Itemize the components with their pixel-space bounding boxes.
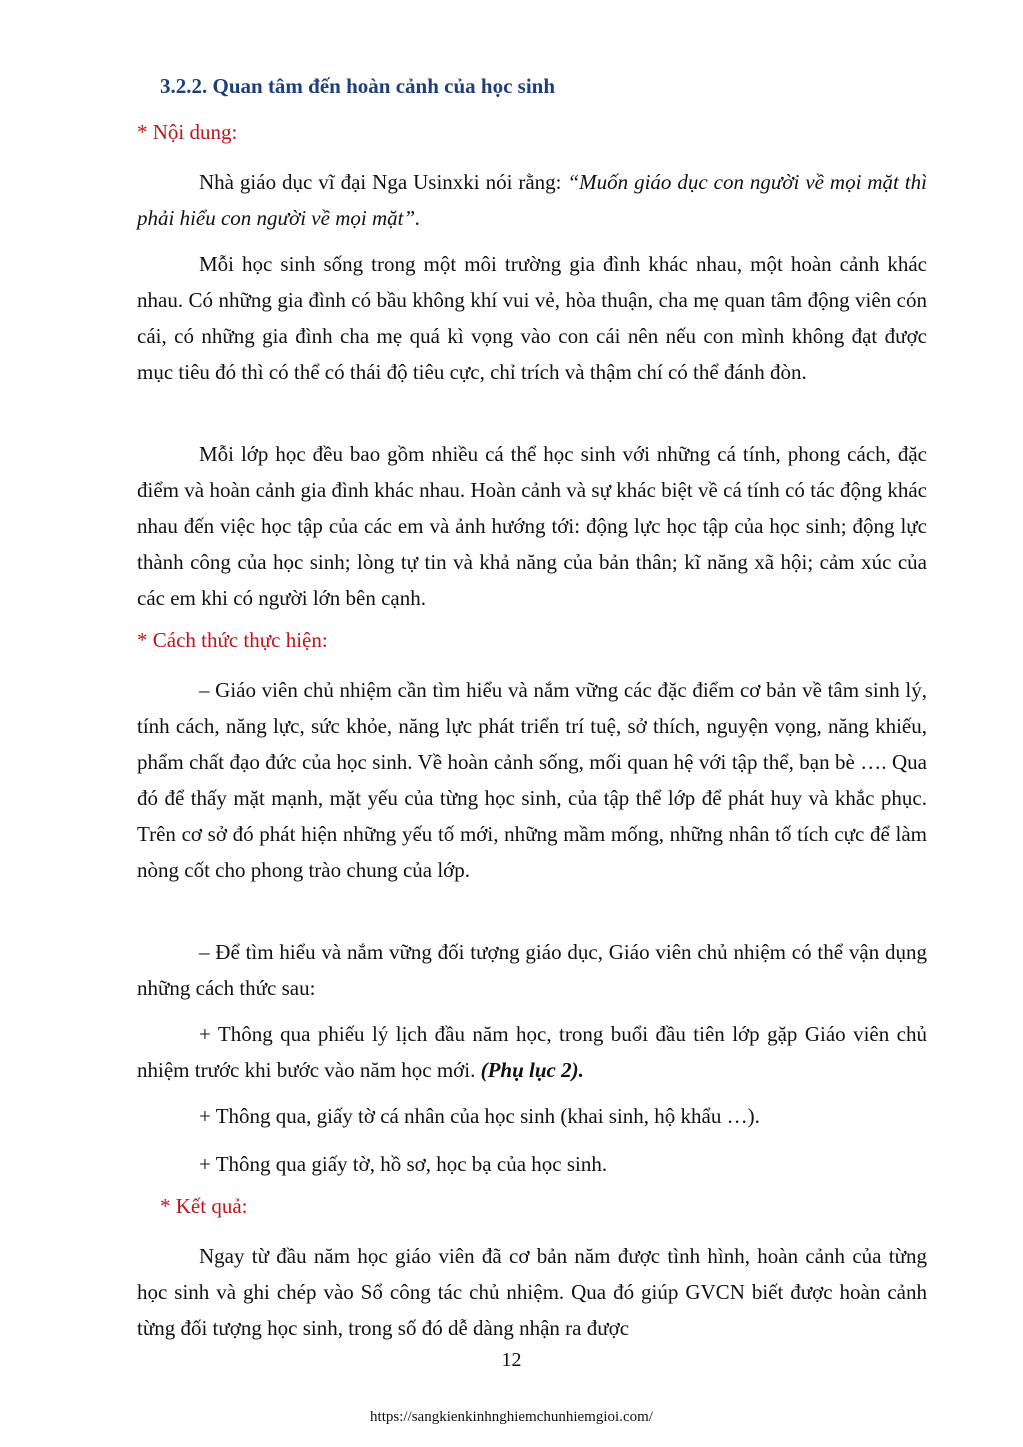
footer-url[interactable]: https://sangkienkinhnghiemchunhiemgioi.com/ bbox=[370, 1409, 653, 1425]
noi-dung-label: * Nội dung: bbox=[137, 120, 238, 144]
paragraph-class-diversity: Mỗi lớp học đều bao gồm nhiều cá thể học sinh với những cá tính, phong cách, đặc điểm và hoàn cảnh gia đình khác nhau. Hoàn cảnh và sự khác biệt về cá tính có tác động khác nhau đến việc học tập của các em và ảnh hướng tới: động lực học tập của học sinh; động lực thành công của học sinh; lòng tự tin và khả năng của bản thân; kĩ năng xã hội; cảm xúc của các em khi có người lớn bên cạnh. bbox=[137, 442, 927, 610]
page-number: 12 bbox=[501, 1349, 522, 1371]
paragraph-teacher-research: – Giáo viên chủ nhiệm cần tìm hiểu và nắm vững các đặc điểm cơ bản về tâm sinh lý, tính cách, năng lực, sức khỏe, năng lực phát triển trí tuệ, sở thích, nguyện vọng, năng khiếu, phẩm chất đạo đức của học sinh. Về hoàn cảnh sống, mối quan hệ với tập thể, bạn bè …. Qua đó để thấy mặt mạnh, mặt yếu của từng học sinh, của tập thể lớp để phát huy và khắc phục. Trên cơ sở đó phát hiện những yếu tố mới, những mầm mống, những nhân tố tích cực để làm nòng cốt cho phong trào chung của lớp. bbox=[137, 678, 927, 882]
quote-text: “Muốn giáo dục con người về mọi mặt thì phải hiểu con người về mọi mặt”. bbox=[137, 170, 927, 230]
paragraph-results: Ngay từ đầu năm học giáo viên đã cơ bản năm được tình hình, hoàn cảnh của từng học sinh và ghi chép vào Sổ công tác chủ nhiệm. Qua đó giúp GVCN biết được hoàn cảnh từng đối tượng học sinh, trong số đó dễ dàng nhận ra được bbox=[137, 1244, 927, 1340]
paragraph-quote bbox=[137, 164, 927, 236]
cach-thuc-label: * Cách thức thực hiện: bbox=[137, 628, 328, 652]
paragraph-method-1 bbox=[137, 1016, 927, 1088]
section-heading: 3.2.2. Quan tâm đến hoàn cảnh của học sinh bbox=[160, 74, 556, 98]
appendix-reference: (Phụ lục 2). bbox=[480, 1058, 584, 1082]
quote-intro: Nhà giáo dục vĩ đại Nga Usinxki nói rằng: bbox=[199, 170, 568, 194]
method-1-text: + Thông qua phiếu lý lịch đầu năm học, trong buổi đầu tiên lớp gặp Giáo viên chủ nhiệm trước khi bước vào năm học mới. bbox=[137, 1022, 927, 1082]
paragraph-family-environment: Mỗi học sinh sống trong một môi trường gia đình khác nhau, một hoàn cảnh khác nhau. Có những gia đình có bầu không khí vui vẻ, hòa thuận, cha mẹ quan tâm động viên cón cái, có những gia đình cha mẹ quá kì vọng vào con cái nên nếu con mình không đạt được mục tiêu đó thì có thể có thái độ tiêu cực, chỉ trích và thậm chí có thể đánh đòn. bbox=[137, 252, 927, 384]
paragraph-method-2: + Thông qua, giấy tờ cá nhân của học sinh (khai sinh, hộ khẩu …). bbox=[199, 1104, 760, 1128]
paragraph-methods-intro: – Để tìm hiểu và nắm vững đối tượng giáo dục, Giáo viên chủ nhiệm có thể vận dụng những cách thức sau: bbox=[137, 940, 927, 1000]
paragraph-method-3: + Thông qua giấy tờ, hồ sơ, học bạ của học sinh. bbox=[199, 1152, 608, 1176]
ket-qua-label: * Kết quả: bbox=[160, 1194, 248, 1218]
